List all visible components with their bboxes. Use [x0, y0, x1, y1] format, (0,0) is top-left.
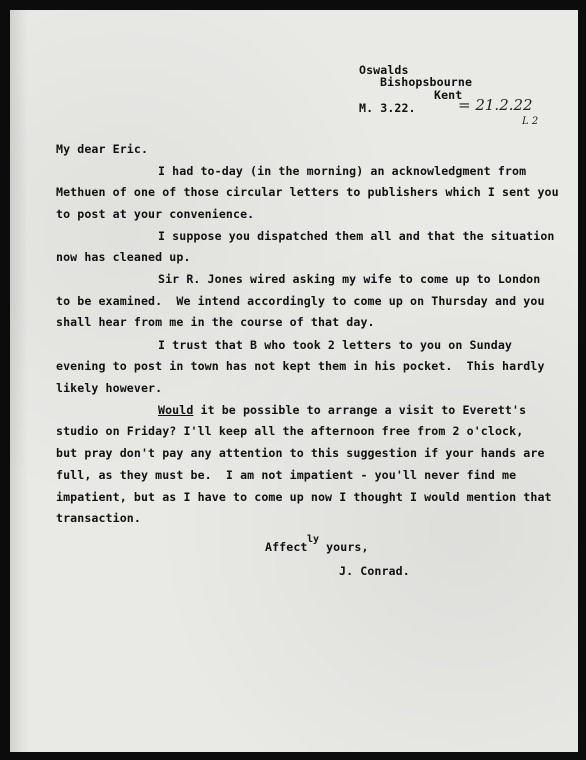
- body-line: evening to post in town has not kept them in his pocket. This hardly: [56, 359, 545, 373]
- body-line: studio on Friday? I'll keep all the afternoon free from 2 o'clock,: [56, 424, 524, 438]
- body-line: but pray don't pay any attention to this suggestion if your hands are: [56, 446, 545, 460]
- salutation: My dear Eric.: [56, 142, 149, 156]
- handwritten-sub-note: L 2: [522, 116, 539, 127]
- letter-date: M. 3.22.: [359, 101, 416, 115]
- body-line: impatient, but as I have to come up now I thought I would mention that: [56, 490, 552, 504]
- body-line: I trust that B who took 2 letters to you on Sunday: [158, 338, 513, 352]
- address-line-2: Bishopsbourne: [380, 75, 473, 89]
- body-line: Sir R. Jones wired asking my wife to come up to London: [158, 272, 541, 286]
- handwritten-date-note: = 21.2.22: [458, 96, 533, 114]
- body-line: likely however.: [56, 381, 163, 395]
- body-line: to be examined. We intend accordingly to come up on Thursday and you: [56, 294, 545, 308]
- letter-page: [10, 10, 578, 752]
- page-shadow: [10, 10, 28, 752]
- closing-affect: Affect: [265, 540, 308, 554]
- body-line-rest: it be possible to arrange a visit to Everett's: [193, 403, 527, 417]
- address-line-1: Oswalds: [359, 63, 409, 77]
- signature: J. Conrad.: [339, 564, 410, 578]
- underlined-word: Would: [158, 403, 194, 417]
- body-line: Methuen of one of those circular letters to publishers which I sent you: [56, 185, 559, 199]
- body-line: shall hear from me in the course of that day.: [56, 315, 375, 329]
- body-line: full, as they must be. I am not impatient - you'll never find me: [56, 468, 517, 482]
- body-line: transaction.: [56, 511, 141, 525]
- body-line: [158, 404, 526, 417]
- closing-superscript: ly: [307, 534, 320, 545]
- closing-yours: yours,: [319, 540, 369, 554]
- body-line: I suppose you dispatched them all and that the situation: [158, 229, 555, 243]
- body-line: to post at your convenience.: [56, 207, 255, 221]
- body-line: now has cleaned up.: [56, 250, 191, 264]
- body-line: I had to-day (in the morning) an acknowledgment from: [158, 164, 527, 178]
- address-line-3: Kent: [434, 88, 463, 102]
